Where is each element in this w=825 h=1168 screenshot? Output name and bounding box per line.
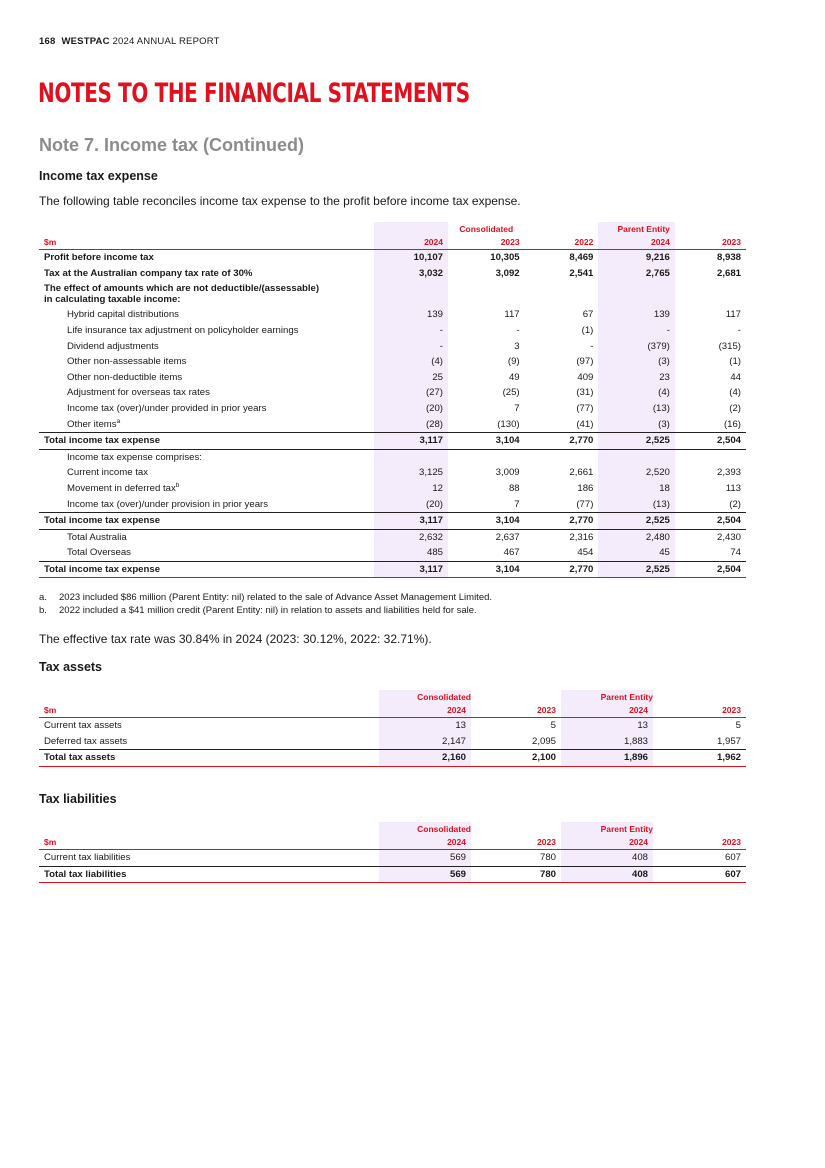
cell-value: 2,661 (569, 467, 594, 479)
report-name: 2024 ANNUAL REPORT (112, 36, 220, 47)
cell-value: 1,957 (716, 735, 741, 747)
row-label: Hybrid capital distributions (67, 309, 179, 321)
group-parent-entity: Parent Entity (598, 222, 675, 235)
cell-value: 2,504 (675, 561, 746, 578)
cell-value: 1,883 (561, 734, 653, 750)
row-label: Tax at the Australian company tax rate of 30% (44, 267, 253, 279)
page-header (39, 36, 220, 47)
row-label: Other non-assessable items (67, 356, 187, 368)
cell-value (598, 449, 675, 465)
cell-value: 13 (379, 718, 471, 734)
table-row (39, 401, 746, 417)
cell-value: 18 (598, 481, 675, 497)
table-row (39, 850, 746, 867)
cell-value: (28) (374, 416, 448, 432)
group-consolidated: Consolidated (379, 822, 471, 835)
cell-value: 113 (725, 483, 741, 495)
cell-value: 454 (577, 547, 594, 559)
income-tax-table-body (39, 250, 746, 578)
cell-value: 8,469 (569, 252, 594, 264)
cell-value: - (374, 338, 448, 354)
cell-value: 12 (374, 481, 448, 497)
cell-value: 44 (730, 371, 741, 383)
cell-value: 2,393 (716, 467, 741, 479)
cell-value: (1) (729, 356, 741, 368)
cell-value (525, 281, 599, 307)
cell-value: 408 (561, 850, 653, 867)
cell-value: 74 (730, 547, 741, 559)
table-row (39, 323, 746, 339)
cell-value (675, 449, 746, 465)
cell-value: (3) (598, 354, 675, 370)
cell-value: 3,092 (495, 267, 520, 279)
cell-value: (3) (598, 416, 675, 432)
brand-name: WESTPAC (61, 36, 110, 47)
table-row (39, 416, 746, 432)
row-label: Current tax assets (44, 720, 122, 732)
cell-value: 3,104 (448, 512, 525, 529)
cell-value: - (598, 323, 675, 339)
cell-value: 49 (508, 371, 520, 383)
note-title: Note 7. Income tax (Continued) (39, 135, 305, 155)
group-parent-entity: Parent Entity (561, 822, 653, 835)
cell-value: - (737, 325, 741, 337)
tax-assets-heading: Tax assets (39, 660, 103, 674)
cell-value: 10,305 (490, 252, 520, 264)
row-label: Dividend adjustments (67, 340, 159, 352)
row-label: Total income tax expense (39, 432, 374, 449)
income-tax-intro: The following table reconciles income tax expense to the profit before income tax expense. (39, 194, 521, 208)
cell-value: 2,160 (379, 750, 471, 767)
table-row (39, 432, 746, 449)
cell-value: - (590, 340, 594, 352)
row-label: Other non-deductible items (67, 371, 183, 383)
column-header: 2024 (379, 703, 471, 718)
group-parent-entity: Parent Entity (561, 690, 653, 703)
cell-value: (77) (576, 498, 594, 510)
cell-value: 3 (514, 340, 520, 352)
group-consolidated: Consolidated (459, 223, 514, 234)
column-header: 2023 (653, 703, 746, 718)
table-row (39, 354, 746, 370)
cell-value: 780 (539, 852, 556, 864)
cell-value: (315) (718, 340, 741, 352)
cell-value: 23 (598, 370, 675, 386)
cell-value: 2,525 (598, 432, 675, 449)
cell-value: 467 (503, 547, 520, 559)
row-label: Total tax liabilities (39, 866, 379, 883)
cell-value: 485 (374, 545, 448, 561)
column-header: 2023 (471, 703, 561, 718)
cell-value: (25) (502, 387, 520, 399)
cell-value: 3,032 (374, 266, 448, 282)
row-label: Total income tax expense (39, 512, 374, 529)
cell-value: 5 (550, 720, 556, 732)
row-label: Income tax expense comprises: (67, 451, 202, 463)
table-row (39, 512, 746, 529)
tax-assets-table (39, 690, 746, 767)
column-header: 2024 (598, 235, 675, 250)
row-label: Profit before income tax (44, 252, 154, 264)
column-header: 2023 (448, 235, 525, 250)
cell-value: 2,525 (598, 561, 675, 578)
column-header-row (39, 835, 746, 850)
table-row (39, 734, 746, 750)
cell-value: 3,104 (448, 561, 525, 578)
cell-value: (379) (598, 338, 675, 354)
page-number: 168 (39, 36, 56, 47)
cell-value: 569 (379, 866, 471, 883)
cell-value (448, 449, 525, 465)
cell-value: 409 (577, 371, 594, 383)
column-header: 2022 (525, 235, 599, 250)
group-header-row (39, 222, 746, 235)
table-row (39, 307, 746, 323)
cell-value: 7 (514, 498, 520, 510)
cell-value: 2,637 (495, 531, 520, 543)
cell-value: (97) (576, 356, 594, 368)
cell-value: 2,770 (525, 561, 599, 578)
row-label: Total Australia (67, 531, 127, 543)
income-tax-table (39, 222, 746, 578)
cell-value (374, 449, 448, 465)
cell-value: (20) (374, 496, 448, 512)
table-row (39, 561, 746, 578)
cell-value: 139 (598, 307, 675, 323)
column-header: $m (39, 835, 379, 850)
cell-value: 2,147 (379, 734, 471, 750)
group-header-row (39, 822, 746, 835)
cell-value: 607 (724, 852, 741, 864)
cell-value: 9,216 (598, 250, 675, 266)
group-header-row (39, 690, 746, 703)
cell-value: 2,770 (525, 432, 599, 449)
cell-value: 67 (582, 309, 594, 321)
column-header: $m (39, 235, 374, 250)
cell-value: (13) (598, 496, 675, 512)
tax-liabilities-table-body (39, 850, 746, 883)
footnote: a. 2023 included $86 million (Parent Entity: nil) related to the sale of Advance Asset Management Limited. (39, 592, 493, 603)
group-consolidated: Consolidated (379, 690, 471, 703)
footnote-marker: b (175, 482, 180, 490)
row-label: Life insurance tax adjustment on policyholder earnings (67, 325, 299, 337)
footnote-marker: a (116, 418, 121, 426)
cell-value: 3,104 (448, 432, 525, 449)
cell-value: 3,125 (374, 465, 448, 481)
row-label: Income tax (over)/under provided in prior years (67, 403, 267, 415)
column-header: $m (39, 703, 379, 718)
cell-value: 2,765 (598, 266, 675, 282)
table-row (39, 338, 746, 354)
cell-value: 186 (577, 483, 594, 495)
cell-value: (2) (729, 403, 741, 415)
cell-value: 2,480 (598, 529, 675, 545)
cell-value: 408 (561, 866, 653, 883)
cell-value: (2) (729, 498, 741, 510)
row-label: Total tax assets (39, 750, 379, 767)
table-row (39, 496, 746, 512)
cell-value: (27) (374, 385, 448, 401)
cell-value: 607 (653, 866, 746, 883)
tax-assets-table-body (39, 718, 746, 767)
cell-value (374, 281, 448, 307)
cell-value: 10,107 (374, 250, 448, 266)
cell-value: (4) (598, 385, 675, 401)
cell-value (598, 281, 675, 307)
cell-value: - (516, 325, 520, 337)
row-label: Total income tax expense (39, 561, 374, 578)
row-label: Total Overseas (67, 547, 131, 559)
cell-value: 13 (561, 718, 653, 734)
row-label: The effect of amounts which are not deductible/(assessable) in calculating taxable income: (44, 283, 320, 306)
cell-value: (16) (723, 418, 741, 430)
table-row (39, 529, 746, 545)
cell-value: 780 (471, 866, 561, 883)
column-header-row (39, 703, 746, 718)
column-header: 2024 (374, 235, 448, 250)
income-tax-heading: Income tax expense (39, 169, 158, 183)
table-row (39, 718, 746, 734)
column-header: 2023 (675, 235, 746, 250)
cell-value: 2,504 (675, 512, 746, 529)
table-row (39, 250, 746, 266)
table-row (39, 545, 746, 561)
footnote: b. 2022 included a $41 million credit (Parent Entity: nil) in relation to assets and liabilities held for sale. (39, 605, 477, 616)
column-header: 2024 (561, 703, 653, 718)
cell-value: (4) (729, 387, 741, 399)
cell-value: (1) (581, 325, 594, 337)
cell-value: 3,117 (374, 432, 448, 449)
table-row (39, 266, 746, 282)
tax-liabilities-table (39, 822, 746, 883)
cell-value: (13) (598, 401, 675, 417)
cell-value: 1,896 (561, 750, 653, 767)
row-label: Deferred tax assets (44, 735, 128, 747)
cell-value: 2,430 (716, 531, 741, 543)
cell-value: 1,962 (653, 750, 746, 767)
cell-value: 569 (379, 850, 471, 867)
cell-value: 2,770 (525, 512, 599, 529)
table-row (39, 465, 746, 481)
cell-value: 139 (374, 307, 448, 323)
cell-value (525, 449, 599, 465)
cell-value: (77) (576, 403, 594, 415)
cell-value: 3,009 (495, 467, 520, 479)
cell-value (448, 281, 525, 307)
column-header: 2023 (471, 835, 561, 850)
cell-value: 2,632 (374, 529, 448, 545)
table-row (39, 385, 746, 401)
cell-value: 117 (504, 309, 520, 321)
cell-value: 8,938 (716, 252, 741, 264)
row-label: Current income tax (67, 467, 149, 479)
cell-value (675, 281, 746, 307)
table-row (39, 449, 746, 465)
cell-value: 2,541 (569, 267, 594, 279)
cell-value: 5 (735, 720, 741, 732)
cell-value: 2,100 (471, 750, 561, 767)
cell-value: (31) (576, 387, 594, 399)
table-row (39, 750, 746, 767)
row-label: Adjustment for overseas tax rates (67, 387, 210, 399)
cell-value: 2,316 (569, 531, 594, 543)
cell-value: (130) (497, 418, 520, 430)
cell-value: 3,117 (374, 561, 448, 578)
cell-value: 3,117 (374, 512, 448, 529)
table-row (39, 481, 746, 497)
cell-value: 117 (725, 309, 741, 321)
page-title: NOTES TO THE FINANCIAL STATEMENTS (38, 78, 470, 109)
row-label: Other items$^a$ (67, 418, 121, 431)
row-label: Movement in deferred tax$^b$ (67, 482, 180, 495)
table-row (39, 281, 746, 307)
cell-value: (20) (374, 401, 448, 417)
cell-value: 2,520 (598, 465, 675, 481)
cell-value: (41) (576, 418, 594, 430)
cell-value: (4) (374, 354, 448, 370)
column-header: 2024 (379, 835, 471, 850)
cell-value: 7 (514, 403, 520, 415)
tax-liabilities-heading: Tax liabilities (39, 792, 117, 806)
column-header: 2024 (561, 835, 653, 850)
cell-value: 25 (374, 370, 448, 386)
effective-tax-rate: The effective tax rate was 30.84% in 2024 (2023: 30.12%, 2022: 32.71%). (39, 632, 432, 646)
table-row (39, 866, 746, 883)
cell-value: 2,095 (531, 735, 556, 747)
cell-value: 2,681 (716, 267, 741, 279)
cell-value: (9) (507, 356, 520, 368)
row-label: Current tax liabilities (44, 852, 131, 864)
column-header-row (39, 235, 746, 250)
column-header: 2023 (653, 835, 746, 850)
cell-value: 88 (508, 483, 520, 495)
table-row (39, 370, 746, 386)
cell-value: 45 (598, 545, 675, 561)
cell-value: - (374, 323, 448, 339)
row-label: Income tax (over)/under provision in prior years (67, 498, 269, 510)
cell-value: 2,504 (675, 432, 746, 449)
cell-value: 2,525 (598, 512, 675, 529)
